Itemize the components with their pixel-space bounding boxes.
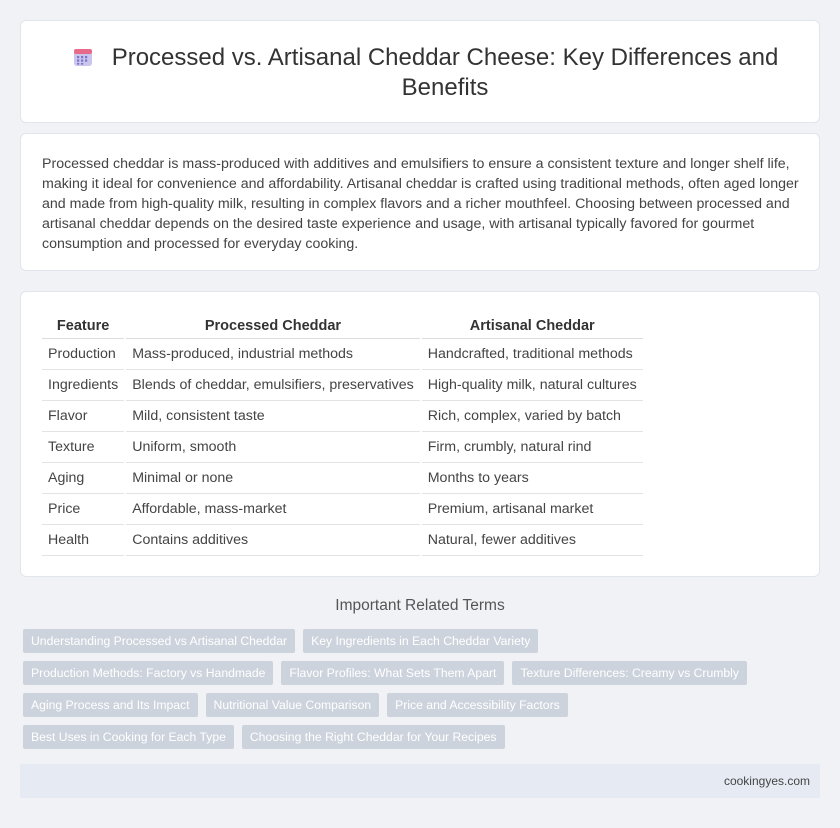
cell-feature: Ingredients	[42, 369, 125, 400]
related-term-tag[interactable]: Nutritional Value Comparison	[206, 693, 380, 717]
related-term-tag[interactable]: Texture Differences: Creamy vs Crumbly	[512, 661, 747, 685]
related-term-tag[interactable]: Aging Process and Its Impact	[23, 693, 198, 717]
footer-site-name[interactable]: cookingyes.com	[723, 774, 810, 788]
cell-artisanal: Natural, fewer additives	[421, 524, 643, 555]
table-header-row	[42, 312, 643, 338]
cell-processed: Blends of cheddar, emulsifiers, preservatives	[125, 369, 421, 400]
footer	[20, 764, 820, 798]
cell-feature: Production	[42, 338, 125, 369]
cell-artisanal: Handcrafted, traditional methods	[421, 338, 643, 369]
cell-processed: Mass-produced, industrial methods	[125, 338, 421, 369]
cell-processed: Affordable, mass-market	[125, 493, 421, 524]
cell-artisanal: Premium, artisanal market	[421, 493, 643, 524]
cell-feature: Aging	[42, 462, 125, 493]
comparison-table	[42, 312, 643, 556]
cell-processed: Minimal or none	[125, 462, 421, 493]
cell-feature: Flavor	[42, 400, 125, 431]
cell-artisanal: Rich, complex, varied by batch	[421, 400, 643, 431]
table-row	[42, 524, 643, 555]
comparison-table-card	[20, 291, 820, 577]
related-term-tag[interactable]: Understanding Processed vs Artisanal Cheddar	[23, 629, 295, 653]
page-title: Processed vs. Artisanal Cheddar Cheese: Key Differences and Benefits	[111, 44, 779, 101]
intro-paragraph: Processed cheddar is mass-produced with additives and emulsifiers to ensure a consistent texture and longer shelf life, making it ideal for convenience and affordability. Artisanal cheddar is crafted using traditional methods, often aged longer and made from high-quality milk, resulting in complex flavors and a richer mouthfeel. Choosing between processed and artisanal cheddar depends on the desired taste experience and usage, with artisanal typically favored for gourmet consumption and processed for everyday cooking.	[42, 156, 799, 252]
intro-card	[20, 133, 820, 271]
cell-feature: Price	[42, 493, 125, 524]
related-term-tag[interactable]: Production Methods: Factory vs Handmade	[23, 661, 273, 685]
related-term-tag[interactable]: Key Ingredients in Each Cheddar Variety	[303, 629, 538, 653]
cell-processed: Contains additives	[125, 524, 421, 555]
related-term-tag[interactable]: Price and Accessibility Factors	[387, 693, 568, 717]
related-term-tag[interactable]: Best Uses in Cooking for Each Type	[23, 725, 234, 749]
table-row	[42, 369, 643, 400]
cell-processed: Uniform, smooth	[125, 431, 421, 462]
table-row	[42, 493, 643, 524]
table-row	[42, 338, 643, 369]
title-card	[20, 20, 820, 123]
cell-feature: Health	[42, 524, 125, 555]
header-feature: Feature	[42, 312, 125, 338]
table-row	[42, 431, 643, 462]
cell-feature: Texture	[42, 431, 125, 462]
table-row	[42, 462, 643, 493]
cell-artisanal: High-quality milk, natural cultures	[421, 369, 643, 400]
related-terms-list	[23, 629, 783, 749]
table-row	[42, 400, 643, 431]
header-processed: Processed Cheddar	[125, 312, 421, 338]
related-terms-heading: Important Related Terms	[335, 597, 505, 614]
cell-artisanal: Months to years	[421, 462, 643, 493]
header-artisanal: Artisanal Cheddar	[421, 312, 643, 338]
related-term-tag[interactable]: Flavor Profiles: What Sets Them Apart	[281, 661, 504, 685]
cell-artisanal: Firm, crumbly, natural rind	[421, 431, 643, 462]
related-term-tag[interactable]: Choosing the Right Cheddar for Your Recipes	[242, 725, 505, 749]
cell-processed: Mild, consistent taste	[125, 400, 421, 431]
